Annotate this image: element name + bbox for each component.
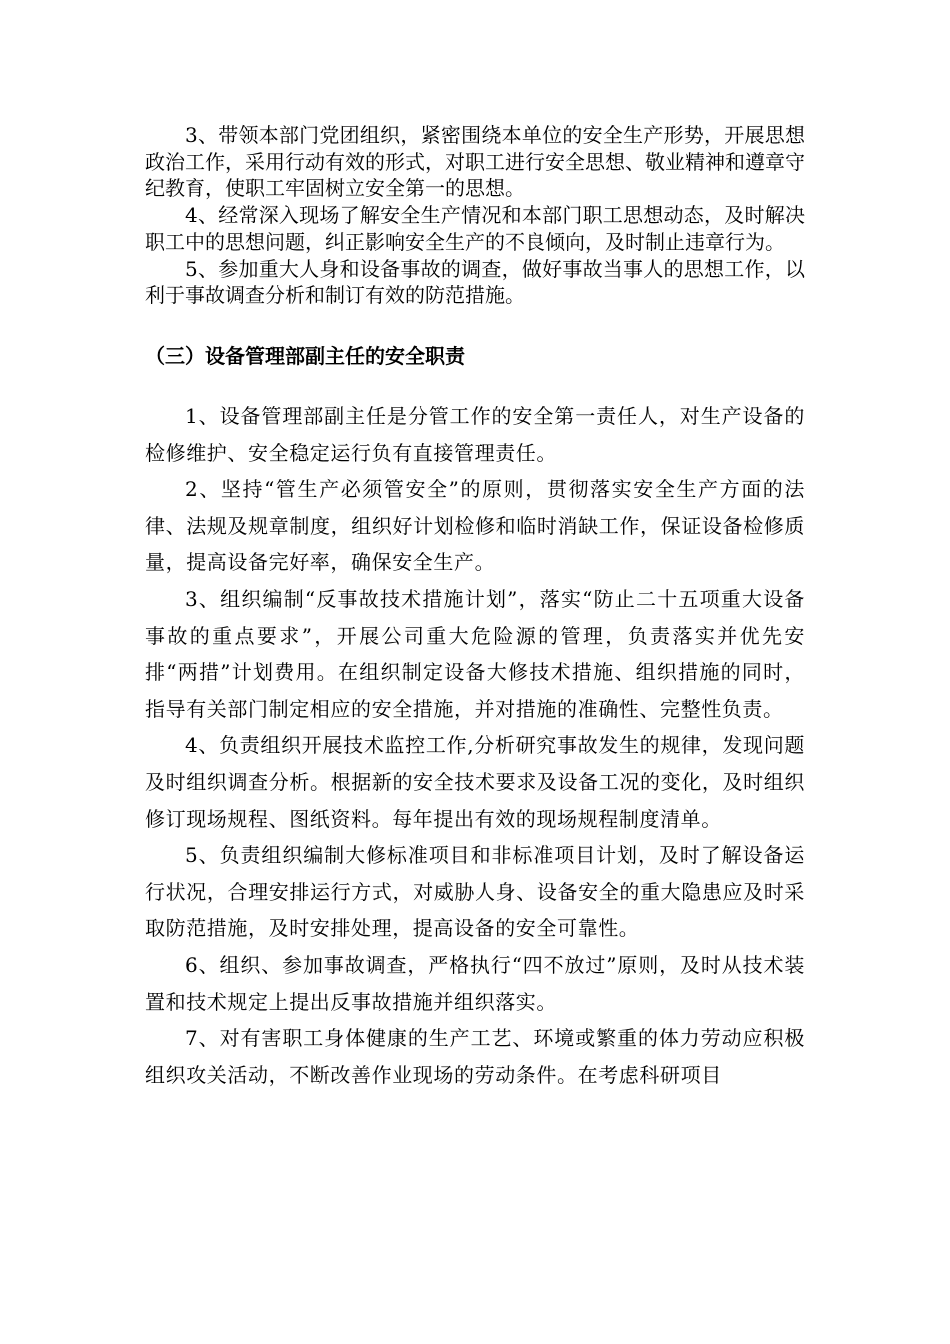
duty-paragraph-6: 6、组织、参加事故调查，严格执行“四不放过”原则，及时从技术装置和技术规定上提出反事故措施并组织落实。 — [145, 952, 805, 1014]
duty-paragraph-7: 7、对有害职工身体健康的生产工艺、环境或繁重的体力劳动应积极组织攻关活动，不断改善作业现场的劳动条件。在考虑科研项目 — [145, 1026, 805, 1087]
main-paragraphs — [145, 398, 805, 1093]
duty-paragraph-5: 5、负责组织编制大修标准项目和非标准项目计划，及时了解设备运行状况，合理安排运行方式，对威胁人身、设备安全的重大隐患应及时采取防范措施，及时安排处理，提高设备的安全可靠性。 — [145, 843, 805, 941]
duty-paragraph-3: 3、组织编制“反事故技术措施计划”，落实“防止二十五项重大设备事故的重点要求”，开展公司重大危险源的管理，负责落实并优先安排“两措”计划费用。在组织制定设备大修技术措施、组织措施的同时，指导有关部门制定相应的安全措施，并对措施的准确性、完整性负责。 — [145, 586, 805, 721]
duty-paragraph-2: 2、坚持“管生产必须管安全”的原则，贯彻落实安全生产方面的法律、法规及规章制度，组织好计划检修和临时消缺工作，保证设备检修质量，提高设备完好率，确保安全生产。 — [145, 477, 805, 575]
paragraph-item-5: 5、参加重大人身和设备事故的调查，做好事故当事人的思想工作，以利于事故调查分析和制订有效的防范措施。 — [145, 256, 805, 308]
duty-paragraph-1: 1、设备管理部副主任是分管工作的安全第一责任人，对生产设备的检修维护、安全稳定运行负有直接管理责任。 — [145, 404, 805, 465]
section-heading: （三）设备管理部副主任的安全职责 — [145, 344, 465, 368]
paragraph-item-3: 3、带领本部门党团组织，紧密围绕本单位的安全生产形势，开展思想政治工作，采用行动有效的形式，对职工进行安全思想、敬业精神和遵章守纪教育，使职工牢固树立安全第一的思想。 — [145, 123, 805, 201]
top-paragraphs — [145, 122, 805, 309]
duty-paragraph-4: 4、负责组织开展技术监控工作,分析研究事故发生的规律，发现问题及时组织调查分析。根据新的安全技术要求及设备工况的变化，及时组织修订现场规程、图纸资料。每年提出有效的现场规程制度清单。 — [145, 733, 805, 831]
paragraph-item-4: 4、经常深入现场了解安全生产情况和本部门职工思想动态，及时解决职工中的思想问题，纠正影响安全生产的不良倾向，及时制止违章行为。 — [145, 203, 805, 254]
